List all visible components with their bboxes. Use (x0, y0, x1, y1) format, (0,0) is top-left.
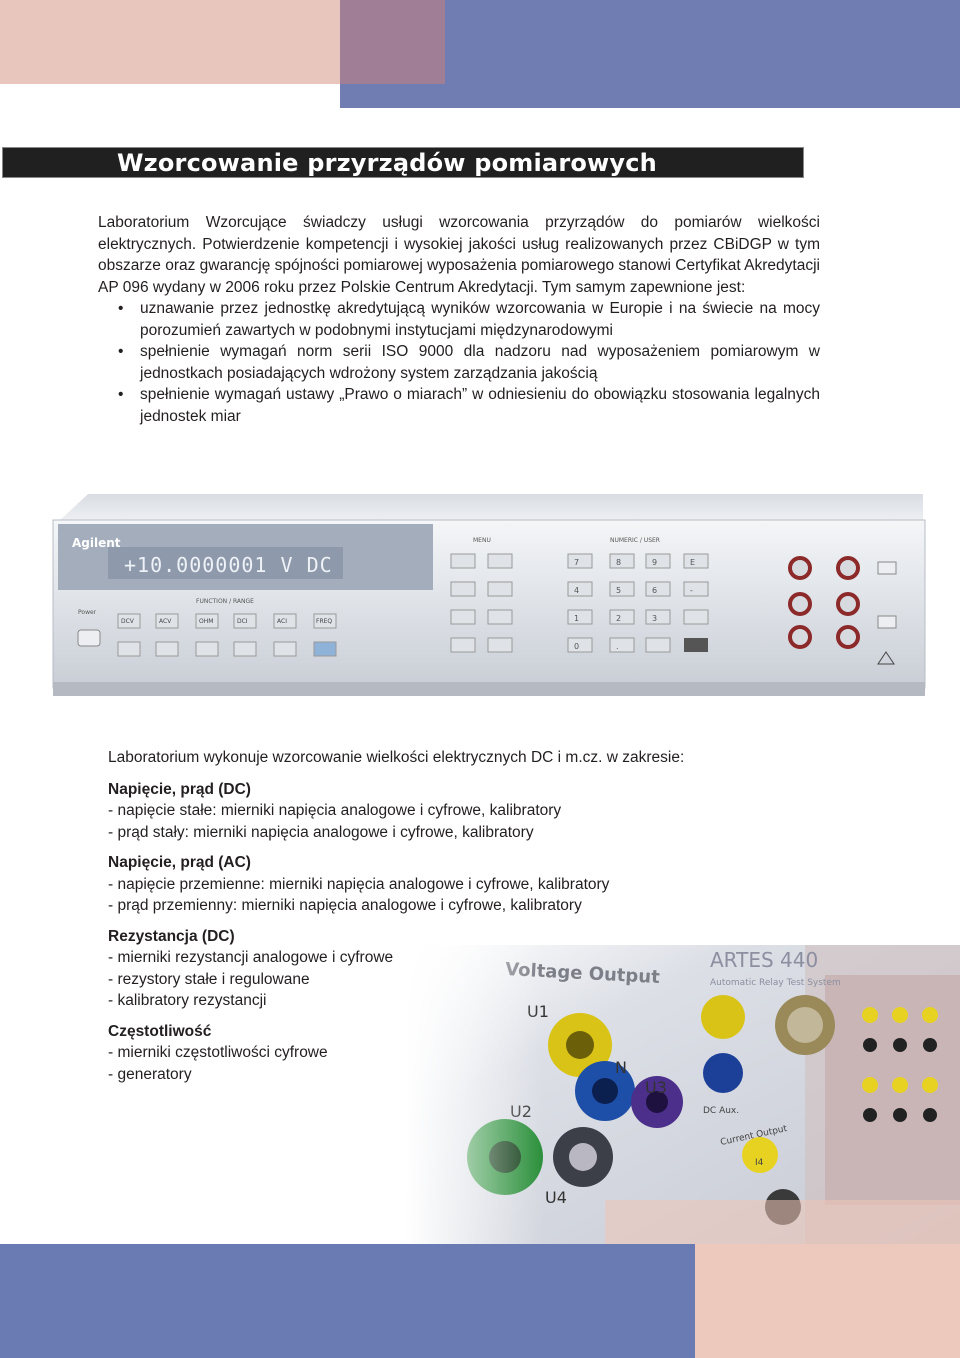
svg-text:FREQ: FREQ (316, 618, 333, 625)
section-frequency (108, 1021, 748, 1086)
svg-text:OHM: OHM (199, 618, 214, 625)
page-title: Wzorcowanie przyrządów pomiarowych (117, 149, 657, 177)
svg-text:0: 0 (574, 642, 580, 651)
decor-block-blue-top (445, 0, 960, 108)
svg-text:1: 1 (574, 614, 580, 623)
multimeter-photo (48, 492, 928, 700)
svg-text:2: 2 (616, 614, 622, 623)
list-item: - kalibratory rezystancji (108, 992, 267, 1009)
svg-text:5: 5 (616, 586, 622, 595)
svg-text:E: E (690, 558, 696, 567)
svg-text:8: 8 (616, 558, 622, 567)
section-title: Rezystancja (DC) (108, 927, 235, 945)
list-item: - napięcie stałe: mierniki napięcia analogowe i cyfrowe, kalibratory (108, 802, 562, 819)
list-item: - generatory (108, 1065, 192, 1083)
scope-intro: Laboratorium wykonuje wzorcowanie wielkości elektrycznych DC i m.cz. w zakresie: (108, 749, 685, 766)
section-title: Częstotliwość (108, 1022, 212, 1040)
section-title: Napięcie, prąd (DC) (108, 780, 251, 798)
list-item: - napięcie przemienne: mierniki napięcia analogowe i cyfrowe, kalibratory (108, 875, 610, 893)
svg-text:9: 9 (652, 558, 658, 567)
decor-block-blue-top-strip (340, 84, 445, 108)
bullet-item: • spełnienie wymagań ustawy „Prawo o miarach” w odniesieniu do obowiązku stosowania legalnych jednostek miar (118, 386, 820, 425)
svg-text:7: 7 (574, 558, 580, 567)
bullet-item: • uznawanie przez jednostkę akredytującą wyników wzorcowania w Europie i na świecie na mocy porozumień zawartych w podobnymi instytucjami międzynarodowymi (118, 300, 820, 339)
svg-text:Power: Power (78, 609, 97, 616)
svg-text:MENU: MENU (473, 537, 491, 544)
meter-brand: Agilent (72, 536, 121, 550)
svg-text:DCV: DCV (121, 618, 134, 625)
svg-text:FUNCTION / RANGE: FUNCTION / RANGE (196, 598, 254, 605)
section-ac-voltage-current (108, 852, 748, 917)
svg-text:.: . (616, 642, 619, 651)
section-dc-resistance (108, 926, 748, 1012)
decor-block-pink-top (0, 0, 340, 84)
svg-text:6: 6 (652, 586, 658, 595)
intro-section (98, 212, 820, 427)
svg-text:DCI: DCI (237, 618, 248, 625)
list-item: - prąd przemienny: mierniki napięcia analogowe i cyfrowe, kalibratory (108, 897, 582, 914)
svg-text:3: 3 (652, 614, 658, 623)
svg-text:ACV: ACV (159, 618, 172, 625)
title-bar (2, 147, 804, 178)
section-dc-voltage-current (108, 779, 748, 844)
intro-paragraph: Laboratorium Wzorcujące świadczy usługi wzorcowania przyrządów do pomiarów wielkości elektrycznych. Potwierdzenie kompetencji i wysokiej jakości usług realizowanych przez CBiDGP w tym obszarze oraz gwarancję spójności pomiarowej wyposażenia pomiarowego stanowi Certyfikat Akredytacji AP 096 wydany w 2006 roku przez Polskie Centrum Akredytacji. Tym samym zapewnione jest: (98, 214, 820, 296)
list-item: - prąd stały: mierniki napięcia analogowe i cyfrowe, kalibratory (108, 823, 534, 841)
list-item: - rezystory stałe i regulowane (108, 970, 310, 988)
bullet-item: • spełnienie wymagań norm serii ISO 9000 dla nadzoru nad wyposażeniem pomiarowym w jednostkach posiadających wdrożony system zarządzania jakością (118, 343, 820, 382)
meter-display: +10.0000001 V DC (124, 553, 333, 577)
intro-bullet-list (98, 298, 820, 427)
calibration-scope (108, 747, 748, 1085)
svg-text:NUMERIC / USER: NUMERIC / USER (610, 537, 660, 544)
section-title: Napięcie, prąd (AC) (108, 854, 251, 871)
list-item: - mierniki rezystancji analogowe i cyfrowe (108, 949, 394, 966)
svg-text:ACI: ACI (277, 618, 287, 625)
decor-block-pink-bottom (695, 1244, 960, 1358)
svg-text:-: - (690, 586, 693, 595)
decor-block-blue-bottom (0, 1244, 695, 1358)
list-item: - mierniki częstotliwości cyfrowe (108, 1044, 328, 1061)
svg-text:4: 4 (574, 586, 580, 595)
